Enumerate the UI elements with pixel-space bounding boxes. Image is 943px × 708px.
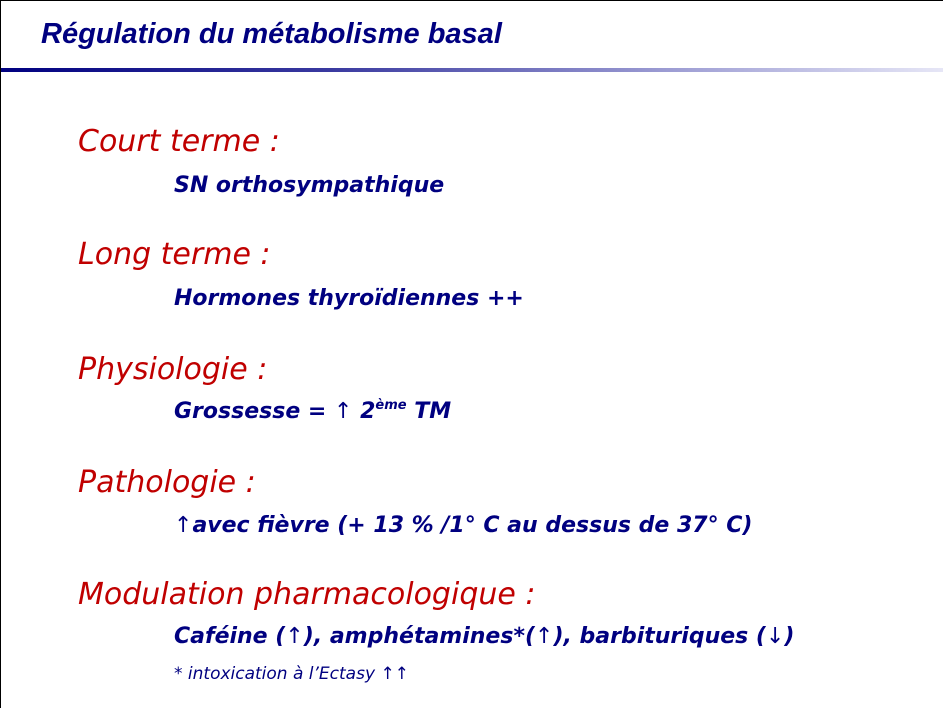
text-court-terme: SN orthosympathique xyxy=(174,173,445,198)
pathologie-text: avec fièvre (+ 13 % /1° C au dessus de 37° C) xyxy=(192,513,753,538)
footnote-text: * intoxication à l’Ectasy xyxy=(174,664,381,684)
modulation-part-2: ), amphétamines*( xyxy=(303,624,536,649)
text-long-terme: Hormones thyroïdiennes ++ xyxy=(174,286,524,311)
footnote-ectasy xyxy=(174,666,409,683)
heading-long-terme: Long terme : xyxy=(78,237,271,272)
arrow-up-icon: ↑ xyxy=(174,513,193,538)
modulation-part-1: Caféine ( xyxy=(174,624,286,649)
physiologie-superscript: ème xyxy=(375,398,407,413)
physiologie-suffix: TM xyxy=(406,399,452,424)
arrow-up-icon: ↑ xyxy=(334,399,353,424)
arrow-down-icon: ↓ xyxy=(765,624,785,649)
heading-pathologie: Pathologie : xyxy=(78,465,256,500)
double-arrow-up-icon: ↑↑ xyxy=(380,664,409,684)
heading-modulation: Modulation pharmacologique : xyxy=(78,577,536,612)
modulation-part-4: ) xyxy=(784,624,795,649)
physiologie-number: 2 xyxy=(352,399,376,424)
modulation-part-3: ), barbituriques ( xyxy=(553,624,766,649)
arrow-up-icon: ↑ xyxy=(285,624,304,649)
heading-physiologie: Physiologie : xyxy=(78,352,268,387)
text-physiologie xyxy=(174,398,452,424)
text-pathologie xyxy=(174,515,752,537)
heading-court-terme: Court terme : xyxy=(78,124,280,159)
physiologie-prefix: Grossesse = xyxy=(174,399,334,424)
slide-title: Régulation du métabolisme basal xyxy=(41,18,502,50)
text-modulation xyxy=(174,626,794,648)
title-underline xyxy=(1,68,943,72)
arrow-up-icon: ↑ xyxy=(535,624,554,649)
